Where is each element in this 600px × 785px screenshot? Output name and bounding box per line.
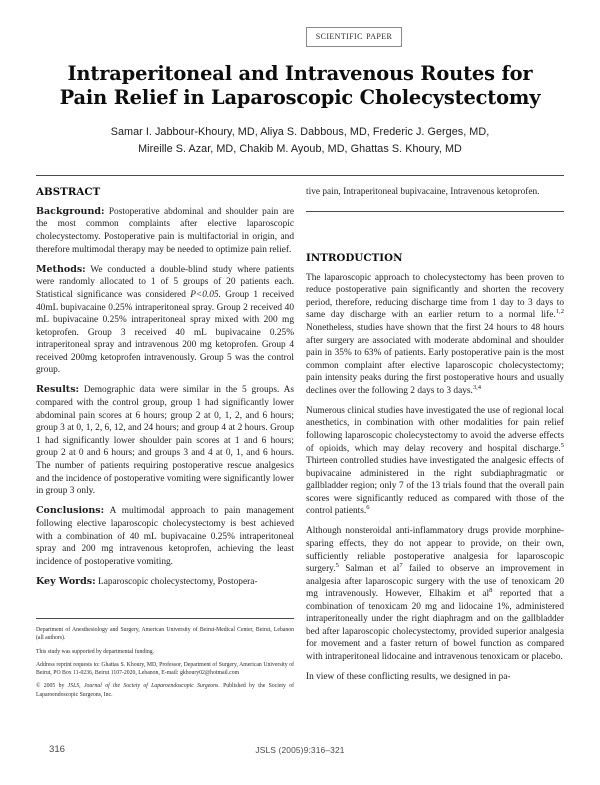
keywords-text: Laparoscopic cholecystectomy, Postopera- <box>95 576 258 587</box>
author-line-1: Samar I. Jabbour-Khoury, MD, Aliya S. Dabbous, MD, Frederic J. Gerges, MD, <box>110 126 490 138</box>
intro-p1-a: The laparoscopic approach to cholecystectomy has been proven to reduce postoperative pain significantly and shorten the recovery period, therefore, reducing discharge time from 1 day to 3 days to same day discharge with an earlier return to a normal life. <box>306 272 564 321</box>
introduction-column <box>306 252 564 691</box>
introduction-paragraph-2 <box>306 405 564 518</box>
abstract-methods <box>36 264 294 377</box>
introduction-paragraph-1 <box>306 272 564 398</box>
introduction-paragraph-4: In view of these conflicting results, we designed in pa- <box>306 672 511 683</box>
keywords-divider <box>306 211 564 212</box>
reference-marker: 5 <box>560 441 564 449</box>
intro-p1-b: Nonetheless, studies have shown that the first 24 hours to 48 hours after surgery are associated with moderate abdominal and shoulder pain in 35% to 63% of patients. Early postoperative pain is the most common complaint after elective laparoscopic cholecystectomy; pain intensity peaks during the first postoperative hours and usually declines over the following 2 days to 3 days. <box>306 322 564 396</box>
intro-p2-a: Numerous clinical studies have investigated the use of regional local anesthetics, in combination with other modalities for pain relief following laparoscopic cholecystectomy to avoid the adverse effects of opioids, which may delay recovery and hospital discharge. <box>306 405 564 454</box>
journal-name: JSLS, Journal of the Society of Laparoendoscopic Surgeons <box>67 683 219 690</box>
abstract-keywords <box>36 576 294 589</box>
intro-p3-c: failed to observe an improvement in analgesia after laparoscopic surgery with the use of tenoxicam 20 mg intravenously. However, Elhakim et al <box>306 564 564 600</box>
conclusions-label: Conclusions: <box>36 505 105 517</box>
reference-marker: 3,4 <box>472 383 482 391</box>
methods-text-a: We conducted a double-blind study where patients were randomly allocated to 1 of 5 groups of 20 patients each. Statistical significance was considered <box>36 264 294 300</box>
footnote-affiliation: Department of Anesthesiology and Surgery, American University of Beirut-Medical Center, Beirut, Lebanon (all authors). <box>36 627 294 642</box>
introduction-heading: INTRODUCTION <box>306 252 403 264</box>
keywords-continuation: tive pain, Intraperitoneal bupivacaine, Intravenous ketoprofen. <box>306 187 540 197</box>
results-label: Results: <box>36 384 80 396</box>
intro-p2-b: Thirteen controlled studies have investigated the analgesic effects of bupivacaine administered in the right subdiaphragmatic or gallbladder region; only 7 of the 13 trials found that the overall pain scores were significantly reduced as compared with those of the control patients. <box>306 456 564 517</box>
methods-text-b: Group 1 received 40mL bupivacaine 0.25% intraperitoneal spray. Group 2 received 40 mL bupivacaine 0.25% intraperitoneal spray mixed with 200 mg ketoprofen. Group 3 received 40 mL bupivacaine 0.25% intraperitoneal spray and intravenous 200 mg ketoprofen. Group 4 received 200mg ketoprofen intravenously. Group 5 was the control group. <box>36 290 294 376</box>
conclusions-text: A multimodal approach to pain management following elective laparoscopic cholecystectomy is best achieved with a combination of 40 mL bupivacaine 0.25% intraperitoneal spray and 200 mg intravenous ketoprofen, achieving the least incidence of postoperative vomiting. <box>36 506 294 567</box>
reference-marker: 7 <box>399 561 403 569</box>
footnote-copyright <box>36 682 294 698</box>
footnote-funding: This study was supported by departmental funding. <box>36 648 155 655</box>
header-divider <box>36 175 564 176</box>
journal-citation: JSLS (2005)9:316–321 <box>255 745 345 755</box>
results-text: Demographic data were similar in the 5 groups. As compared with the control group, group 1 had significantly lower abdominal pain scores at 6 hours; group 2 at 0, 1, 2, and 6 hours; group 3 at 0, 1, 2, 6, 12, and 24 hours; and group 4 at 2 hours. Group 1 had significantly lower shoulder pain scores at 1 and 6 hours; group 2 at 0 and 6 hours; and groups 3 and 4 at 0, 1, and 6 hours. The number of patients requiring postoperative rescue analgesics and the incidence of postoperative vomiting were significantly lower in group 3 only. <box>36 385 294 497</box>
keywords-label: Key Words: <box>36 575 96 587</box>
footnote-reprints: Address reprint requests to: Ghattas S. Khoury, MD, Professor, Department of Surgery, American University of Beirut, PO Box 11-0236, Beirut 1107-2020, Lebanon, E-mail: gkhoury02@hotmail.com <box>36 661 294 676</box>
methods-label: Methods: <box>36 263 86 275</box>
page-number: 316 <box>49 744 66 755</box>
copyright-suffix: . Published by the Society of Laparoendoscopic Surgeons, Inc. <box>36 683 294 698</box>
intro-p3-a: Although nonsteroidal anti-inflammatory drugs provide morphine-sparing effects, they do not appear to provide, on their own, sufficiently reliable postoperative analgesia for laparoscopic surgery. <box>306 526 564 575</box>
abstract-column <box>36 186 294 596</box>
introduction-paragraph-3 <box>306 525 564 663</box>
reference-marker: 1,2 <box>555 308 564 316</box>
background-label: Background: <box>36 205 105 217</box>
reference-marker: 8 <box>489 587 493 595</box>
scientific-paper-badge: scientific paper <box>306 27 403 47</box>
abstract-heading: ABSTRACT <box>36 186 101 198</box>
footnote-block <box>36 626 294 704</box>
intro-p3-d: reported that a combination of tenoxicam 20 mg and lidocaine 1%, administered intraperitoneally under the right diaphragm and on the gallbladder bed after laparoscopic cholecystectomy, provided superior analgesia for movement and a faster return of bowel function as compared with intraperitoneal lidocaine and intravenous tenoxicam or placebo. <box>306 589 565 663</box>
footnote-divider <box>36 618 294 619</box>
abstract-results <box>36 384 294 497</box>
abstract-conclusions <box>36 505 294 568</box>
badge-row <box>0 26 600 47</box>
author-line-2: Mireille S. Azar, MD, Chakib M. Ayoub, MD, Ghattas S. Khoury, MD <box>138 142 462 155</box>
background-text: Postoperative abdominal and shoulder pain are the most common complaints after elective laparoscopic cholecystectomy. Postoperative pain is multifactorial in origin, and therefore multimodal therapy may be needed to optimize pain relief. <box>36 206 294 255</box>
methods-p-value: P<0.05. <box>190 290 221 300</box>
copyright-prefix: © 2005 by <box>36 683 68 690</box>
reference-marker: 5 <box>335 561 339 569</box>
reference-marker: 6 <box>366 504 370 512</box>
abstract-background <box>36 206 294 256</box>
intro-p3-b: Salman et al <box>338 564 400 575</box>
author-list <box>58 124 542 157</box>
page-title: Intraperitoneal and Intravenous Routes for Pain Relief in Laparoscopic Cholecystectomy <box>59 62 541 110</box>
